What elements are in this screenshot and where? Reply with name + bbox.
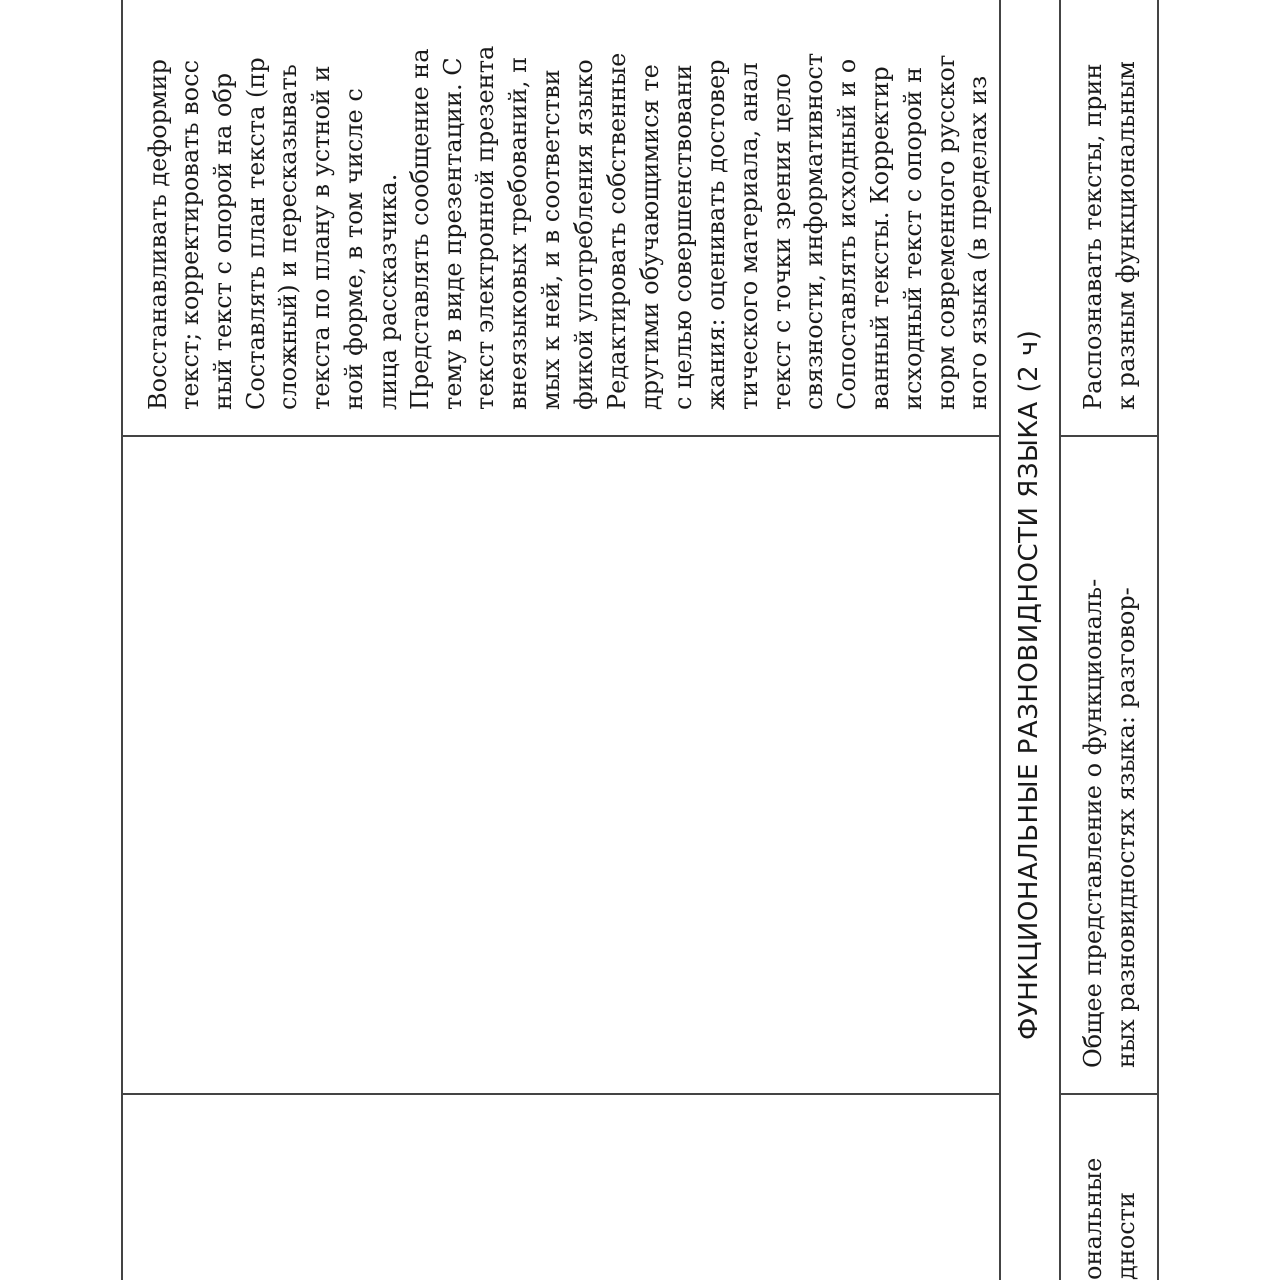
- table-column-divider-4: [1059, 1093, 1159, 1095]
- content-line: Общее представление о функциональ-: [1079, 578, 1107, 1068]
- activity-line: ный текст с опорой на обр: [209, 72, 237, 410]
- activity-line: сложный) и пересказывать: [274, 64, 302, 410]
- activity-line: фикой употребления языко: [570, 59, 598, 410]
- activity-line: текста по плану в устной и: [307, 65, 335, 410]
- activity-line: ной форме, в том числе с: [340, 88, 368, 410]
- activity-line: ванный тексты. Корректир: [866, 66, 894, 410]
- activity-line: Представлять сообщение на: [406, 48, 434, 410]
- activity-line: другими обучающимися те: [636, 64, 664, 410]
- activity-line: ного языка (в пределах из: [964, 75, 992, 410]
- activity-line: текст; корректировать восс: [176, 59, 204, 410]
- activity-line: текст электронной презента: [471, 45, 499, 410]
- topic-line: дности: [1112, 1192, 1140, 1280]
- activity-line: исходный текст с опорой н: [899, 66, 927, 410]
- activity-line: Сопоставлять исходный и о: [833, 58, 861, 410]
- section-title: ФУНКЦИОНАЛЬНЫЕ РАЗНОВИДНОСТИ ЯЗЫКА (2 ч): [1014, 329, 1044, 1040]
- table-border-section-top: [999, 0, 1001, 1280]
- activity-line: Распознавать тексты, прин: [1079, 63, 1107, 410]
- activity-line: норм современного русског: [932, 54, 960, 410]
- activity-line: Составлять план текста (пр: [242, 57, 270, 410]
- activity-line: связности, информативност: [800, 52, 828, 410]
- table-border-row-end: [1157, 0, 1159, 1280]
- activity-line: тического материала, анал: [735, 62, 763, 410]
- content-line: ных разновидностях языка: разговор-: [1112, 587, 1140, 1068]
- table-column-divider-3: [1059, 435, 1159, 437]
- activity-line: мых к ней, и в соответстви: [537, 69, 565, 410]
- activity-line: текст с точки зрения цело: [768, 73, 796, 410]
- table-border-section-bottom: [1059, 0, 1061, 1280]
- activity-line: с целью совершенствовани: [669, 64, 697, 410]
- activity-line: к разным функциональным: [1112, 61, 1140, 410]
- activity-line: Редактировать собственные: [603, 52, 631, 410]
- activity-line: жания: оценивать достовер: [702, 59, 730, 410]
- activity-line: тему в виде презентации. С: [439, 57, 467, 410]
- activity-line: внеязыковых требований, п: [504, 56, 532, 410]
- activity-line: лица рассказчика.: [374, 173, 402, 410]
- topic-line: ональные: [1079, 1157, 1107, 1280]
- table-column-divider-2: [121, 1093, 1001, 1095]
- table-column-divider-1: [121, 435, 1001, 437]
- table-border-left: [121, 0, 123, 1280]
- activity-line: Восстанавливать деформир: [144, 58, 172, 410]
